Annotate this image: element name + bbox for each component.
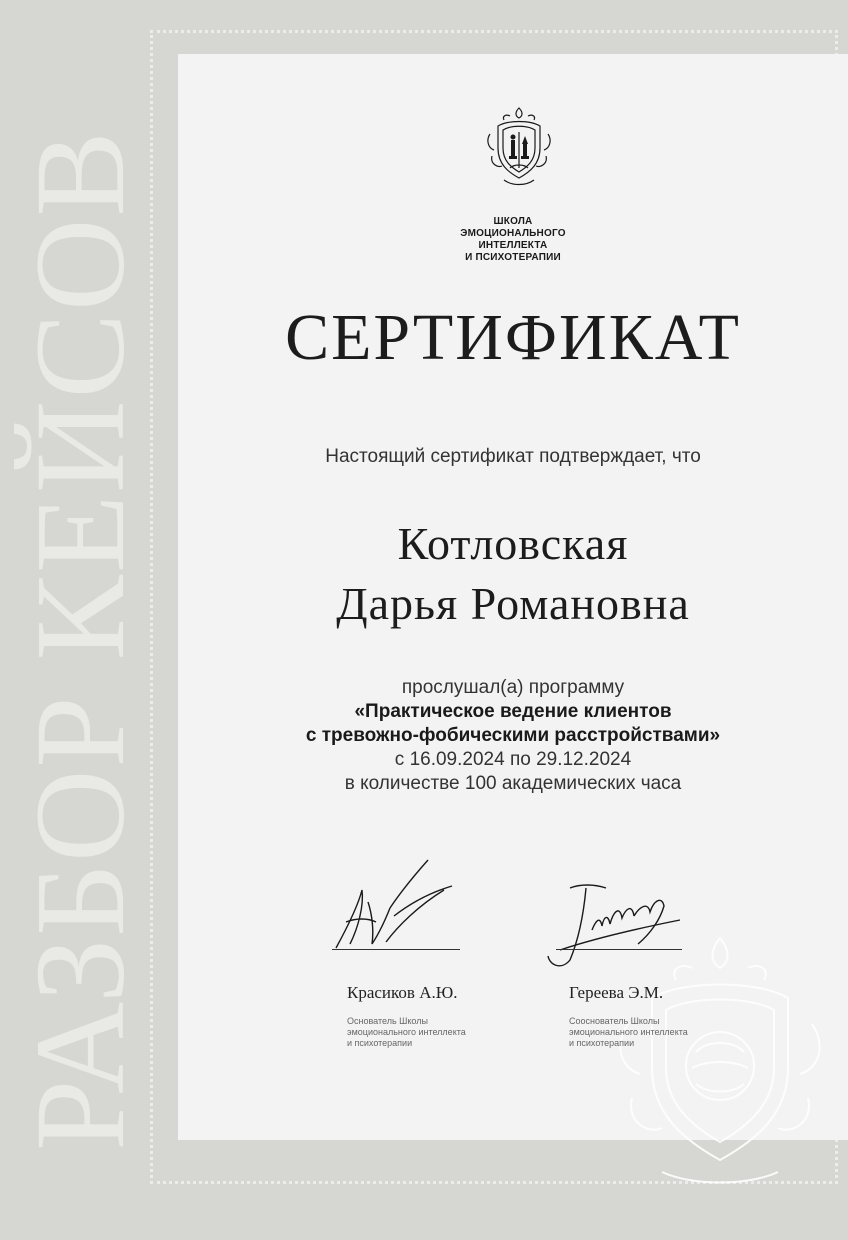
school-crest-icon: [484, 104, 554, 192]
program-name-line1: «Практическое ведение клиентов: [354, 701, 672, 722]
signature-line: [332, 949, 460, 950]
program-name-line2: с тревожно-фобическими расстройствами»: [305, 725, 721, 746]
program-hours: в количестве 100 академических часа: [344, 773, 682, 794]
signer-2-role-line: и психотерапии: [569, 1038, 635, 1048]
signer-2-role: [569, 1016, 688, 1049]
program-dates: с 16.09.2024 по 29.12.2024: [394, 749, 632, 770]
signer-1-role-line: эмоционального интеллекта: [347, 1027, 466, 1037]
signer-2-role-line: эмоционального интеллекта: [569, 1027, 688, 1037]
school-line: ШКОЛА: [493, 216, 533, 227]
signer-1-role-line: и психотерапии: [347, 1038, 413, 1048]
program-details: [178, 676, 848, 796]
recipient-surname: Котловская: [397, 518, 629, 569]
certificate-title: СЕРТИФИКАТ: [285, 301, 741, 374]
side-label: РАЗБОР КЕЙСОВ: [9, 129, 151, 1151]
signer-2-name: Гереева Э.М.: [569, 983, 664, 1002]
signer-2-role-line: Сооснователь Школы: [569, 1016, 660, 1026]
signer-1-role-line: Основатель Школы: [347, 1016, 428, 1026]
signature-gereeva: [540, 880, 690, 972]
signer-1-role: [347, 1016, 466, 1049]
school-line: ИНТЕЛЛЕКТА: [478, 240, 548, 251]
school-name: [178, 216, 848, 264]
confirm-text: Настоящий сертификат подтверждает, что: [325, 446, 701, 467]
recipient-given-names: Дарья Романовна: [336, 578, 690, 629]
school-line: И ПСИХОТЕРАПИИ: [465, 252, 561, 263]
signature-line: [556, 949, 682, 950]
signature-krasikov: [328, 856, 464, 956]
program-intro: прослушал(а) программу: [401, 677, 625, 698]
school-line: ЭМОЦИОНАЛЬНОГО: [460, 228, 566, 239]
recipient-name: [178, 514, 848, 634]
signer-1-name: Красиков А.Ю.: [347, 983, 458, 1002]
